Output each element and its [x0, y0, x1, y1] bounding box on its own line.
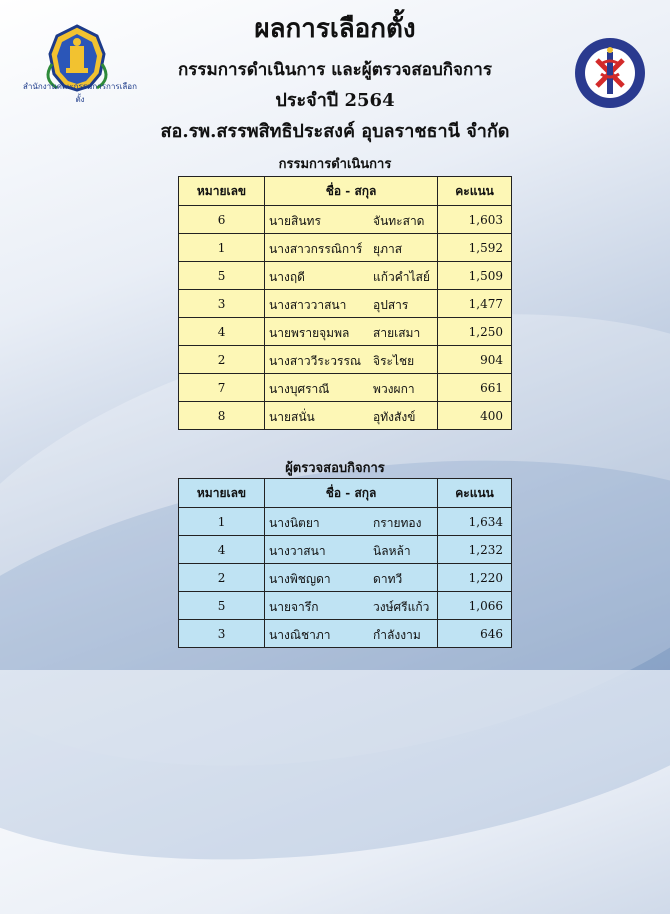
table-row — [179, 346, 512, 374]
candidate-number: 3 — [179, 290, 265, 318]
candidate-name — [265, 508, 438, 536]
table-header-row — [179, 177, 512, 206]
table-row — [179, 592, 512, 620]
candidate-first-name: นายพรายจุมพล — [269, 326, 350, 340]
candidate-name — [265, 318, 438, 346]
candidate-score: 1,220 — [438, 564, 512, 592]
table-row — [179, 536, 512, 564]
candidate-first-name: นางวาสนา — [269, 544, 326, 558]
candidate-name — [265, 374, 438, 402]
candidate-first-name: นางสาวกรรณิการ์ — [269, 242, 363, 256]
candidate-last-name: แก้วคำไสย์ — [373, 270, 430, 284]
candidate-number: 4 — [179, 536, 265, 564]
candidate-name — [265, 536, 438, 564]
candidate-last-name: กำลังงาม — [373, 628, 421, 642]
candidate-first-name: นายสินทร — [269, 214, 321, 228]
subtitle-year: ประจำปี 2564 — [275, 90, 395, 111]
table-row — [179, 620, 512, 648]
table-row — [179, 564, 512, 592]
candidate-name — [265, 290, 438, 318]
candidate-score: 904 — [438, 346, 512, 374]
subtitle-positions: กรรมการดำเนินการ และผู้ตรวจสอบกิจการ — [177, 60, 492, 80]
candidate-first-name: นางณิชาภา — [269, 628, 331, 642]
candidate-name — [265, 206, 438, 234]
candidate-first-name: นายจารึก — [269, 600, 319, 614]
candidate-score: 1,509 — [438, 262, 512, 290]
candidate-number: 5 — [179, 262, 265, 290]
candidate-number: 6 — [179, 206, 265, 234]
candidate-last-name: ดาทวี — [373, 572, 403, 586]
candidate-number: 3 — [179, 620, 265, 648]
candidate-last-name: ยุภาส — [373, 242, 403, 256]
candidate-last-name: จิระไชย — [373, 354, 415, 368]
candidate-number: 1 — [179, 234, 265, 262]
candidate-first-name: นางสาววีระวรรณ — [269, 354, 362, 368]
table-row — [179, 508, 512, 536]
candidate-name — [265, 592, 438, 620]
candidate-last-name: นิลหล้า — [373, 544, 411, 558]
table-row — [179, 374, 512, 402]
candidate-last-name: กรายทอง — [373, 516, 422, 530]
table-row — [179, 262, 512, 290]
table-row — [179, 234, 512, 262]
table-row — [179, 206, 512, 234]
candidate-first-name: นางฤดี — [269, 270, 305, 284]
candidate-score: 1,250 — [438, 318, 512, 346]
candidate-name — [265, 402, 438, 430]
left-logo-caption: สำนักงานคณะกรรมการการเลือกตั้ง — [23, 82, 137, 104]
candidate-name — [265, 346, 438, 374]
candidate-name — [265, 620, 438, 648]
auditors-results-table — [178, 478, 512, 648]
board-section-title: กรรมการดำเนินการ — [278, 157, 392, 172]
candidate-score: 1,066 — [438, 592, 512, 620]
candidate-score: 1,634 — [438, 508, 512, 536]
candidate-number: 1 — [179, 508, 265, 536]
candidate-number: 2 — [179, 346, 265, 374]
header-score: คะแนน — [438, 177, 512, 206]
candidate-number: 7 — [179, 374, 265, 402]
candidate-score: 400 — [438, 402, 512, 430]
table-row — [179, 318, 512, 346]
candidate-name — [265, 262, 438, 290]
subtitle-organization: สอ.รพ.สรรพสิทธิประสงค์ อุบลราชธานี จำกัด — [160, 121, 510, 142]
candidate-first-name: นางพิชญดา — [269, 572, 331, 586]
candidate-name — [265, 234, 438, 262]
board-results-table — [178, 176, 512, 430]
candidate-score: 1,477 — [438, 290, 512, 318]
header-number: หมายเลข — [179, 479, 265, 508]
page-title: ผลการเลือกตั้ง — [254, 14, 416, 44]
candidate-name — [265, 564, 438, 592]
candidate-number: 2 — [179, 564, 265, 592]
candidate-first-name: นายสนั่น — [269, 410, 315, 424]
candidate-last-name: จันทะสาด — [373, 214, 425, 228]
candidate-number: 8 — [179, 402, 265, 430]
candidate-score: 646 — [438, 620, 512, 648]
auditors-section-title: ผู้ตรวจสอบกิจการ — [285, 461, 385, 476]
table-row — [179, 402, 512, 430]
candidate-number: 4 — [179, 318, 265, 346]
candidate-last-name: อุปสาร — [373, 298, 409, 312]
candidate-score: 1,603 — [438, 206, 512, 234]
candidate-score: 1,592 — [438, 234, 512, 262]
header-name: ชื่อ - สกุล — [265, 479, 438, 508]
candidate-first-name: นางนิตยา — [269, 516, 320, 530]
header-name: ชื่อ - สกุล — [265, 177, 438, 206]
header-number: หมายเลข — [179, 177, 265, 206]
candidate-last-name: อุทังสังข์ — [373, 410, 416, 424]
table-row — [179, 290, 512, 318]
table-header-row — [179, 479, 512, 508]
candidate-score: 1,232 — [438, 536, 512, 564]
candidate-last-name: พวงผกา — [373, 382, 415, 396]
candidate-number: 5 — [179, 592, 265, 620]
header-score: คะแนน — [438, 479, 512, 508]
candidate-last-name: สายเสมา — [373, 326, 421, 340]
candidate-first-name: นางสาววาสนา — [269, 298, 347, 312]
candidate-score: 661 — [438, 374, 512, 402]
candidate-first-name: นางบุศราณี — [269, 382, 330, 396]
candidate-last-name: วงษ์ศรีแก้ว — [373, 600, 430, 614]
